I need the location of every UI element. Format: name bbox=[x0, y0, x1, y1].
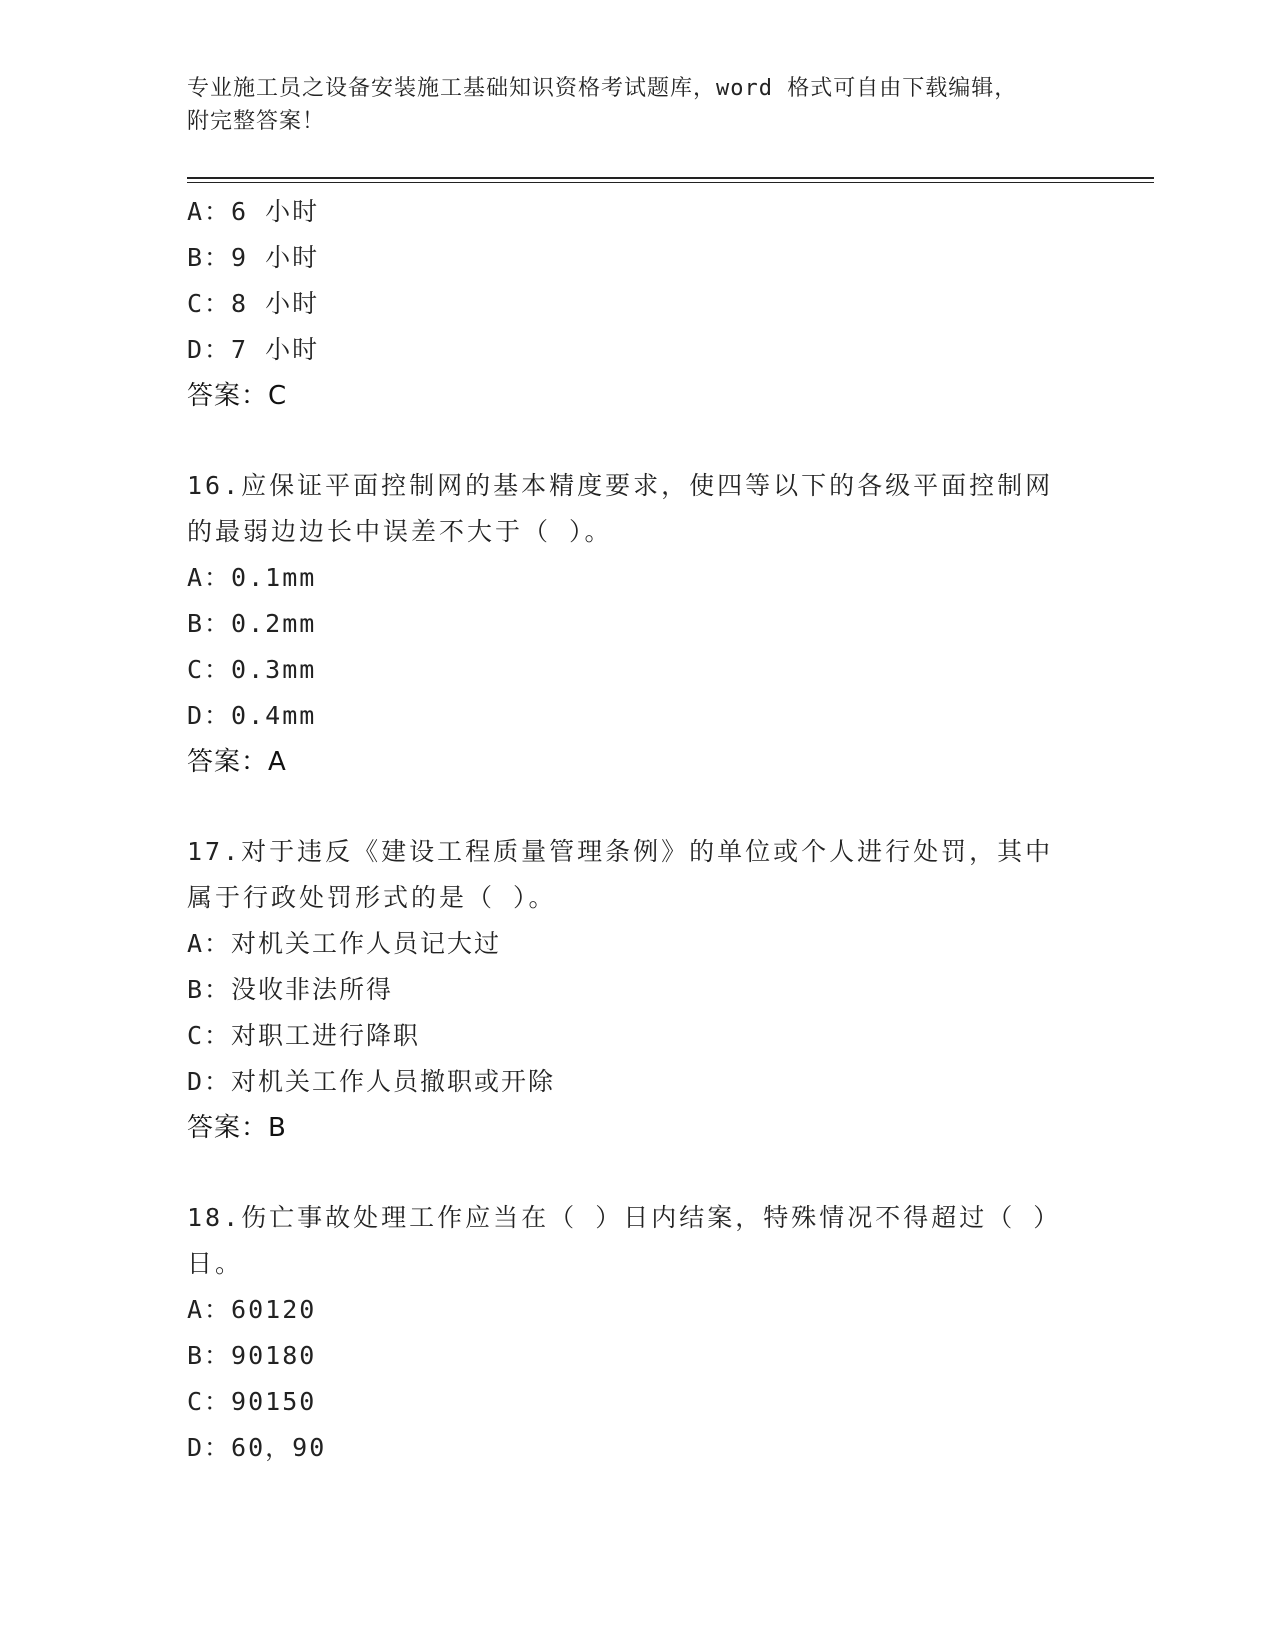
question-stem-line-1: 16.应保证平面控制网的基本精度要求，使四等以下的各级平面控制网 bbox=[187, 471, 1054, 500]
spacer bbox=[187, 419, 1087, 463]
answer-line: 答案：C bbox=[187, 381, 288, 411]
option-a: A：对机关工作人员记大过 bbox=[187, 929, 502, 958]
option-d: D：0.4mm bbox=[187, 701, 317, 730]
option-b: B：9 小时 bbox=[187, 243, 320, 272]
header-line-2: 附完整答案！ bbox=[187, 109, 326, 134]
answer-line: 答案：A bbox=[187, 747, 287, 777]
answer-line: 答案：B bbox=[187, 1113, 287, 1143]
option-c: C：0.3mm bbox=[187, 655, 317, 684]
option-c: C：8 小时 bbox=[187, 289, 320, 318]
question-stem bbox=[187, 463, 1067, 555]
question-stem-line-1: 18.伤亡事故处理工作应当在（ ）日内结案，特殊情况不得超过（ ） bbox=[187, 1203, 1062, 1232]
option-d: D：60，90 bbox=[187, 1433, 327, 1462]
question-17 bbox=[187, 829, 1087, 1151]
question-stem bbox=[187, 1195, 1067, 1287]
option-d: D：7 小时 bbox=[187, 335, 320, 364]
question-stem-line-2: 属于行政处罚形式的是（ ）。 bbox=[187, 883, 557, 912]
question-stem-line-1: 17.对于违反《建设工程质量管理条例》的单位或个人进行处罚，其中 bbox=[187, 837, 1054, 866]
document-header bbox=[187, 72, 1087, 138]
option-a: A：6 小时 bbox=[187, 197, 320, 226]
header-line-1: 专业施工员之设备安装施工基础知识资格考试题库，word 格式可自由下载编辑， bbox=[187, 76, 1018, 101]
option-d: D：对机关工作人员撤职或开除 bbox=[187, 1067, 556, 1096]
header-rule-thick bbox=[187, 177, 1154, 179]
spacer bbox=[187, 785, 1087, 829]
option-b: B：90180 bbox=[187, 1341, 317, 1370]
question-16 bbox=[187, 463, 1087, 785]
option-c: C：对职工进行降职 bbox=[187, 1021, 421, 1050]
question-18 bbox=[187, 1195, 1087, 1471]
question-stem-line-2: 日。 bbox=[187, 1249, 244, 1278]
question-content bbox=[187, 189, 1087, 1471]
option-a: A：60120 bbox=[187, 1295, 317, 1324]
question-stem bbox=[187, 829, 1067, 921]
option-b: B：0.2mm bbox=[187, 609, 317, 638]
header-rule-thin bbox=[187, 182, 1154, 183]
question-stem-line-2: 的最弱边边长中误差不大于（ ）。 bbox=[187, 517, 613, 546]
option-b: B：没收非法所得 bbox=[187, 975, 394, 1004]
option-a: A：0.1mm bbox=[187, 563, 317, 592]
spacer bbox=[187, 1151, 1087, 1195]
question-prev bbox=[187, 189, 1087, 419]
option-c: C：90150 bbox=[187, 1387, 317, 1416]
